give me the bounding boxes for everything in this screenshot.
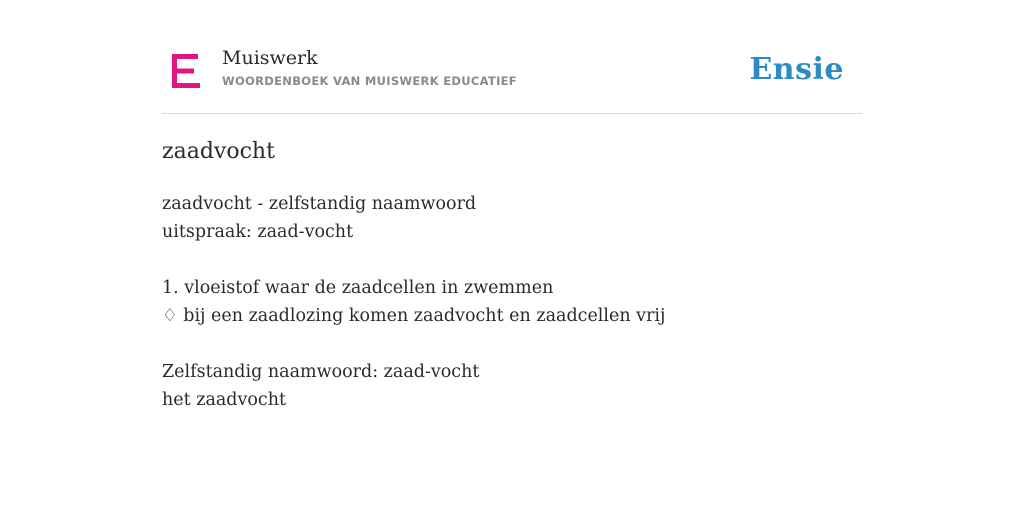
brand-subtitle: WOORDENBOEK VAN MUISWERK EDUCATIEF [222,74,517,88]
spacer [162,246,862,274]
definition-line: 1. vloeistof waar de zaadcellen in zwemmen [162,278,554,298]
definition-line: zaadvocht - zelfstandig naamwoord [162,194,477,214]
entry-title: zaadvocht [162,139,275,164]
spacer [162,330,862,358]
definition-line: uitspraak: zaad-vocht [162,222,354,242]
definition-line: Zelfstandig naamwoord: zaad-vocht [162,362,480,382]
brand-link[interactable] [222,46,517,88]
muiswerk-logo-icon [172,54,200,88]
example-line: ♢ bij een zaadlozing komen zaadvocht en zaadcellen vrij [162,306,666,326]
ensie-logo-link[interactable]: Ensie [749,52,844,87]
entry-definition [162,190,862,414]
dictionary-header [162,40,862,114]
brand-name: Muiswerk [222,47,318,69]
definition-line: het zaadvocht [162,390,287,410]
